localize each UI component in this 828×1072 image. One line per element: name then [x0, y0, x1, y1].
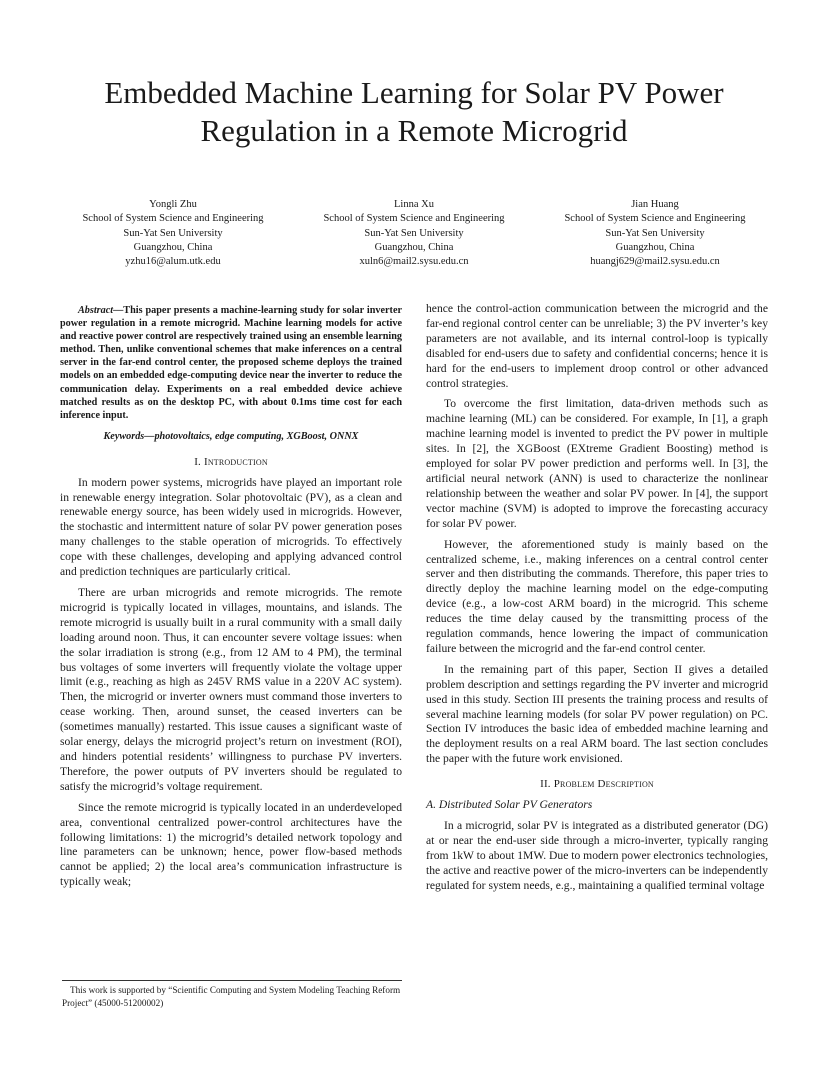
section-title: Problem Description: [553, 778, 654, 791]
author-city: Guangzhou, China: [374, 241, 454, 253]
author-dept: School of System Science and Engineering: [323, 213, 505, 225]
author-univ: Sun-Yat Sen University: [605, 227, 705, 239]
author-univ: Sun-Yat Sen University: [364, 227, 464, 239]
section-heading-introduction: [60, 455, 402, 470]
paragraph: To overcome the first limitation, data-driven methods such as machine learning (ML) can be considered. For example, In [1], a graph machine learning model is invented to predict the PV power in multiple sites. In [2], the XGBoost (EXtreme Gradient Boosting) method is employed for solar PV power prediction and performs well. In [3], the artificial neural network (ANN) is used to characterize the nonlinear relationship between the weather and solar PV power. In [4], the support vector machine (SVM) is adopted to improve the forecasting accuracy for solar PV power.: [426, 397, 768, 530]
abstract-text: —This paper presents a machine-learning study for solar inverter power regulation in a remote microgrid. Machine learning models for active and reactive power control are respectively trained using an ensemble learning method. Then, unlike conventional schemes that make inferences on a central server in the far-end control center, the proposed scheme deploys the trained models on an embedded edge-computing device near the inverter to reduce the communication delay. Experiments on a real embedded device achieve matched results as on the desktop PC, with about 0.1ms time cost for each inference input.: [60, 305, 402, 421]
section-number: I.: [194, 455, 202, 468]
paragraph: In a microgrid, solar PV is integrated as a distributed generator (DG) at or near the end-user side through a micro-inverter, typically ranging from 1kW to about 1MW. Due to modern power electronics technologies, the active and reactive power of the micro-inverters can be independently regulated for system needs, e.g., maintaining a qualified terminal voltage: [426, 819, 768, 892]
author-email[interactable]: huangj629@mail2.sysu.edu.cn: [590, 256, 720, 268]
paragraph: However, the aforementioned study is mainly based on the centralized scheme, i.e., making inferences on a central control center server and then distributing the commands. Therefore, this paper tries to directly deploy the machine learning model on the edge-computing device (e.g., a low-cost ARM board) in the microgrid. This scheme reduces the time delay caused by the transmitting process of the regulation commands, hence lowering the impact of communication failure between the microgrid and the far-end control center.: [426, 537, 768, 655]
author-name: Jian Huang: [631, 199, 679, 210]
subsection-heading: A. Distributed Solar PV Generators: [426, 798, 593, 812]
section-number: II.: [540, 778, 551, 791]
paper-title: [40, 74, 788, 150]
author-city: Guangzhou, China: [133, 241, 213, 253]
author-email[interactable]: xuln6@mail2.sysu.edu.cn: [359, 256, 469, 268]
paragraph: There are urban microgrids and remote microgrids. The remote microgrid is typically located in villages, mountains, and islands. The remote microgrid is usually built in a rural community with a small daily loading around noon. Thus, it can encounter severe voltage issues: when the solar irradiation is strong (e.g., from 12 AM to 4 PM), the terminal bus voltages of some inverters will frequently violate the voltage upper limit (e.g., reaching as high as 245V RMS value in a 220V AC system). Then, the microgrid or inverter owners must command those inverters to cease working. Then, around sunset, the ceased inverters can be (sometimes manually) restarted. This issue causes a significant waste of solar energy, delays the microgrid project’s return on investment (ROI), and hinders potential residents’ willingness to purchase PV inverters. Therefore, the power outputs of PV inverters should be regulated to satisfy the microgrid’s voltage requirement.: [60, 586, 402, 793]
abstract-label: Abstract: [78, 305, 114, 316]
paragraph: In modern power systems, microgrids have played an important role in renewable energy integration. Solar photovoltaic (PV), as a clean and renewable energy source, has been widely used in microgrids. However, the stochastic and intermittent nature of solar PV power generation poses many challenges to the stable operation of microgrids. To effectively cope with these challenges, developing and applying advanced control and prediction techniques are particularly critical.: [60, 475, 402, 579]
author-dept: School of System Science and Engineering: [82, 213, 264, 225]
author-block-3: [530, 198, 780, 269]
right-column: [426, 302, 768, 894]
footnote: This work is supported by “Scientific Computing and System Modeling Teaching Reform Project” (45000-51200002): [62, 985, 401, 1008]
footnote-divider: [62, 980, 402, 981]
author-block-2: [289, 198, 539, 269]
left-column: [60, 304, 402, 890]
section-heading-problem-description: [426, 777, 768, 792]
author-email[interactable]: yzhu16@alum.utk.edu: [125, 256, 221, 268]
author-name: Linna Xu: [394, 199, 434, 210]
author-name: Yongli Zhu: [149, 199, 197, 210]
title-line-1: Embedded Machine Learning for Solar PV Power: [104, 75, 724, 110]
author-univ: Sun-Yat Sen University: [123, 227, 223, 239]
abstract: [60, 304, 402, 422]
author-block-1: [48, 198, 298, 269]
keywords: Keywords—photovoltaics, edge computing, XGBoost, ONNX: [103, 430, 359, 442]
paragraph: Since the remote microgrid is typically located in an underdeveloped area, conventional centralized power-control architectures have the following limitations: 1) the microgrid’s detailed network topology and line parameters can be unknown; hence, power flow-based methods cannot be applied; 2) the local area’s communication infrastructure is typically weak;: [60, 800, 402, 889]
paragraph: hence the control-action communication between the microgrid and the far-end regional control center can be unreliable; 3) the PV inverter’s key parameters are not available, and its internal control-loop is typically disabled for end-users due to safety and confidential concerns; hence it is hard for the end-users to implement droop control or other advanced control strategies.: [426, 302, 768, 390]
author-city: Guangzhou, China: [615, 241, 695, 253]
paragraph: In the remaining part of this paper, Section II gives a detailed problem description and settings regarding the PV inverter and microgrid used in this study. Section III presents the training process and results of several machine learning models (for solar PV power regulation) on PC. Section IV introduces the basic idea of embedded machine learning and the deployment results on a real ARM board. The last section concludes the paper with the future work envisioned.: [426, 662, 768, 766]
author-dept: School of System Science and Engineering: [564, 213, 746, 225]
section-title: Introduction: [203, 455, 268, 468]
title-line-2: Regulation in a Remote Microgrid: [200, 113, 628, 148]
